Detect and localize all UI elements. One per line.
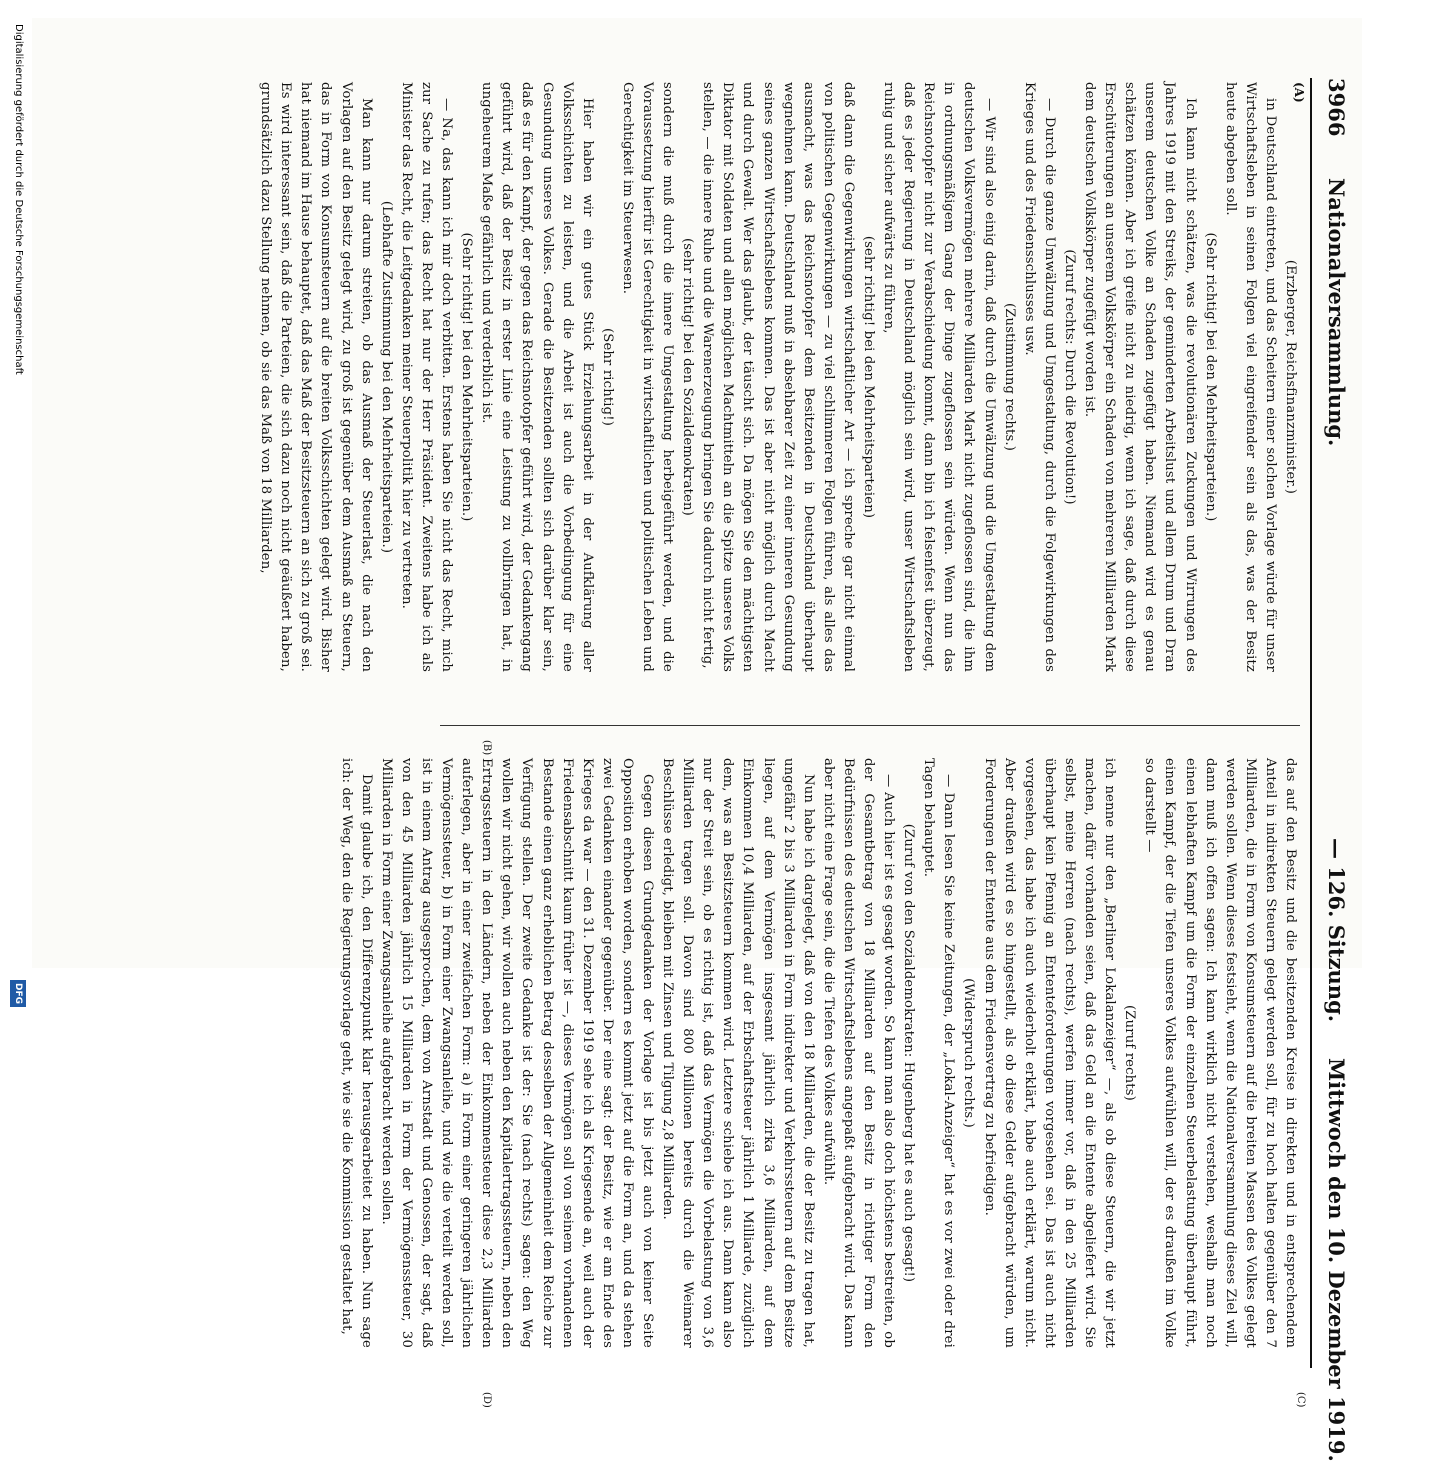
interjection: (Lebhafte Zustimmung bei den Mehrheitsparteien.) (378, 200, 394, 554)
left-column (258, 82, 1300, 672)
session-number: — 126. Sitzung. (1324, 838, 1349, 1023)
paragraph: Gegen diesen Grundgedanken der Vorlage ist bis jetzt auch von keiner Seite Opposition erhoben worden, sondern es kommt jetzt auf die Form an, und da stehen zwei Gedanken einander gegenüber. Der eine sagt: der Besitz, wie er am Ende des Krieges da war — den 31. Dezember 1919 sehe ich als Kriegsende an, weil auch der Friedensabschnitt kaum früher ist —, dieses Vermögen soll von seinem vorhandenen Bestande einen ganz erheblichen Betrag desselben der Allgemeinheit dem Reiche zur Verfügung stellen. Der zweite Gedanke ist der: Sie (nach rechts) sagen: den Weg wollen wir nicht gehen, wir wollen auch neben den Kapitalertragssteuern, neben den Ertragssteuern in den Ländern, neben der Einkommensteuer diese 2,3 Milliarden auferlegen, aber in einer zweifachen Form: a) in Form einer geringeren jährlichen Vermögenssteuer, b) in Form einer Zwangsanleihe, und wie die verteilt werden soll, ist in einem Antrag ausgesprochen, dem von Arnstadt und Genossen, der sagt, daß von den 45 Milliarden jährlich 15 Milliarden in Form der Vermögenssteuer, 30 Milliarden in Form einer Zwangsanleihe aufgebracht werden sollen. (378, 758, 655, 1348)
interjection: (Zuruf rechts: Durch die Revolution!) (1061, 249, 1077, 505)
column-rule (440, 725, 1300, 726)
paragraph: — Auch hier ist es gesagt worden. So kann man also doch höchstens bestreiten, ob der Gesamtbetrag von 18 Milliarden auf den Besitz in richtiger Form den Bedürfnissen des deutschen Wirtschaftslebens angepaßt aufgebracht wird. Das kann aber nicht eine Frage sein, die die Tiefen des Volkes aufwühlt. (820, 758, 897, 1348)
digitization-credit-bar (6, 10, 30, 1005)
header-rule (1310, 78, 1312, 1368)
digitization-credit: Digitalisierung gefördert durch die Deutsche Forschungsgemeinschaft (13, 24, 24, 375)
interjection: (Zuruf rechts) (1122, 1005, 1138, 1101)
paragraph: daß dann die Gegenwirkungen wirtschaftlicher Art — ich spreche gar nicht einmal von politischen Gegenwirkungen — zu viel schlimmeren Folgen führen, als alles das ausmacht, was das Reichsnotopfer dem Besitzenden in Deutschland überhaupt wegnehmen kann. Deutschland muß in absehbarer Zeit zu einer inneren Gesundung seines ganzen Wirtschaftslebens kommen. Das ist aber nicht möglich durch Macht und durch Gewalt. Wer das glaubt, der täuscht sich. Da mögen Sie den mächtigsten Diktator mit Soldaten und allen möglichen Machtmitteln an die Spitze unseres Volks stellen, — die innere Ruhe und die Warenerzeugung bringen Sie dadurch nicht fertig, (700, 82, 856, 672)
margin-marker-a: (A) (1292, 82, 1306, 103)
page-number: 3966 (1324, 78, 1349, 137)
paragraph: das auf den Besitz und die besitzenden Kreise in direkten und in entsprechendem Anteil in indirekten Steuern gelegt werden soll, für zu hoch halten gegenüber den 7 Milliarden, die in Form von Konsumsteuern auf die breiten Massen des Volkes gelegt werden sollen. Wenn dieses festsieht, wenn die Nationalversammlung dieses Ziel will, dann muß ich offen sagen: Ich kann wirklich nicht verstehen, weshalb man noch einen lebhaften Kampf um die Form der einzelnen Steuerbelastung überhaupt führt, einen Kampf, der die Tiefen unseres Volkes aufwühlen will, der es draußen im Volke so darstellt — (1142, 758, 1298, 1348)
paragraph: Ich kann nicht schätzen, was die revolutionären Zuckungen und Wirrungen des Jahres 1919 mit den Streiks, der geminderten Arbeitslust und allem Drum und Dran unserem deutschen Volke an Schaden zugefügt haben. Niemand wird es genau schätzen können. Aber ich greife nicht zu niedrig, wenn ich sage, daß durch diese Erschütterungen an unserem Volkskörper ein Schaden von mehreren Milliarden Mark dem deutschen Volkskörper zugefügt worden ist. (1082, 82, 1198, 672)
interjection: (Zuruf von den Sozialdemokraten: Hugenberg hat es auch gesagt!) (901, 823, 917, 1283)
paragraph: — Dann lesen Sie keine Zeitungen, der „Lokal-Anzeiger“ hat es vor zwei oder drei Tagen behauptet. (921, 758, 957, 1348)
interjection: (sehr richtig! bei den Sozialdemokraten) (680, 238, 696, 516)
interjection: (Sehr richtig!) (599, 327, 615, 427)
interjection: (Sehr richtig! bei den Mehrheitsparteien.) (459, 232, 475, 522)
right-column (338, 758, 1300, 1348)
paragraph: — Wir sind also einig darin, daß durch die Umwälzung und die Umgestaltung dem deutschen Volksvermögen mehrere Milliarden Mark nicht zugeflossen sind, die ihm in ordnungsmäßigem Gang der Dinge zugeflossen sein würden. Wenn nun das Reichsnotopfer nicht zur Verabschiedung kommt, dann bin ich felsenfest überzeugt, daß es jeder Regierung in Deutschland möglich sein wird, unser Wirtschaftsleben ruhig und sicher aufwärts zu führen, (881, 82, 997, 672)
paragraph: — Durch die ganze Umwälzung und Umgestaltung, durch die Folgewirkungen des Krieges und des Friedensschlusses usw. (1021, 82, 1057, 672)
paragraph: in Deutschland eintreten, und das Scheitern einer solchen Vorlage würde für unser Wirtschaftsleben in seinen Folgen viel eingreifender sein als das, was der Besitz heute abgeben soll. (1222, 82, 1278, 672)
paragraph: Hier haben wir ein gutes Stück Erziehungsarbeit in der Aufklärung aller Volksschichten zu leisten, und die Arbeit ist auch die Vorbedingung für eine Gesundung unseres Volkes. Gerade die Besitzenden sollten sich darüber klar sein, daß es für den Kampf, der gegen das Reichsnotopfer geführt wird, der Gedankengang geführt wird, daß der Besitz in erster Linie eine Leistung zu vollbringen hat, in ungeheurem Maße gefährlich und verderblich ist. (479, 82, 595, 672)
paragraph: Damit glaube ich, den Differenzpunkt klar herausgearbeitet zu haben. Nun sage ich: der Weg, den die Regierungsvorlage geht, wie sie die Kommission gestaltet hat, (338, 758, 374, 1348)
speaker-line: (Erzberger, Reichsfinanzminister.) (1283, 259, 1298, 495)
paragraph: sondern die muß durch die innere Umgestaltung herbeigeführt werden, und die Voraussetzung hierfür ist Gerechtigkeit in wirtschaftlichen und politischen Leben und Gerechtigkeit im Steuerwesen. (619, 82, 676, 672)
paragraph: ich nenne nur den „Berliner Lokalanzeiger“ —, als ob diese Steuern, die wir jetzt machen, dafür vorhanden seien, daß das Geld an die Entente abgeliefert wird. Sie selbst, meine Herren (nach rechts), werfen immer vor, daß in den 25 Milliarden überhaupt kein Pfennig an Ententeforderungen vorgesehen sei. Das ist auch nicht vorgesehen, das habe ich auch wiederholt erklärt, habe auch erklärt, warum nicht. Aber draußen wird es so hingestellt, als ob diese Gelder aufgebracht würden, um Forderungen der Entente aus dem Friedensvertrag zu befriedigen. (981, 758, 1118, 1348)
assembly-title: Nationalversammlung. (1324, 178, 1349, 447)
interjection: (Widerspruch rechts.) (961, 978, 977, 1128)
scanned-page (32, 18, 1362, 1462)
date-heading: Mittwoch den 10. Dezember 1919. (1324, 1058, 1349, 1462)
paragraph: Man kann nur darum streiten, ob das Ausmaß der Steuerlast, die nach den Vorlagen auf den Besitz gelegt wird, zu groß ist gegenüber dem Ausmaß an Steuern, das in Form von Konsumsteuern auf die breiten Volksschichten gelegt wird. Bisher hat niemand im Hause behauptet, daß das Maß der Besitzsteuern an sich zu groß sei. Es wird interessant sein, daß die Parteien, die sich dazu noch nicht geäußert haben, grundsätzlich dazu Stellung nehmen, ob sie das Maß von 18 Milliarden, (258, 82, 374, 672)
interjection: (sehr richtig! bei den Mehrheitsparteien) (861, 235, 877, 519)
margin-marker-b: (B) (481, 740, 492, 756)
paragraph: Nun habe ich dargelegt, daß von den 18 Milliarden, die der Besitz zu tragen hat, ungefähr 2 bis 3 Milliarden in Form indirekter und Verkehrssteuern auf dem Besitze liegen, auf dem Vermögen insgesamt jährlich zirka 3,6 Milliarden, auf dem Einkommen 10,4 Milliarden, auf der Erbschaftsteuer jährlich 1 Milliarde, zuzüglich dem, was an Besitzsteuern kommen wird. Letztere schiebe ich aus. Dann kann also nur der Streit sein, ob es richtig ist, daß das Vermögen die Vorbelastung von 3,6 Milliarden tragen soll. Davon sind 800 Millionen bereits durch die Weimarer Beschlüsse erledigt, bleiben mit Zinsen und Tilgung 2,8 Milliarden. (660, 758, 816, 1348)
margin-marker-d: (D) (481, 1392, 492, 1408)
margin-marker-c: (C) (1295, 1392, 1306, 1408)
dfg-logo-badge: DFG (10, 980, 26, 1007)
interjection: (Sehr richtig! bei den Mehrheitsparteien.) (1202, 232, 1218, 522)
paragraph: — Na, das kann ich mir doch verbitten. Erstens haben Sie nicht das Recht, mich zur Sache zu rufen; das Recht hat nur der Herr Präsident. Zweitens habe ich als Minister das Recht, die Leitgedanken meiner Steuerpolitik hier zu vertreten. (398, 82, 455, 672)
interjection: (Zustimmung rechts.) (1001, 302, 1017, 452)
